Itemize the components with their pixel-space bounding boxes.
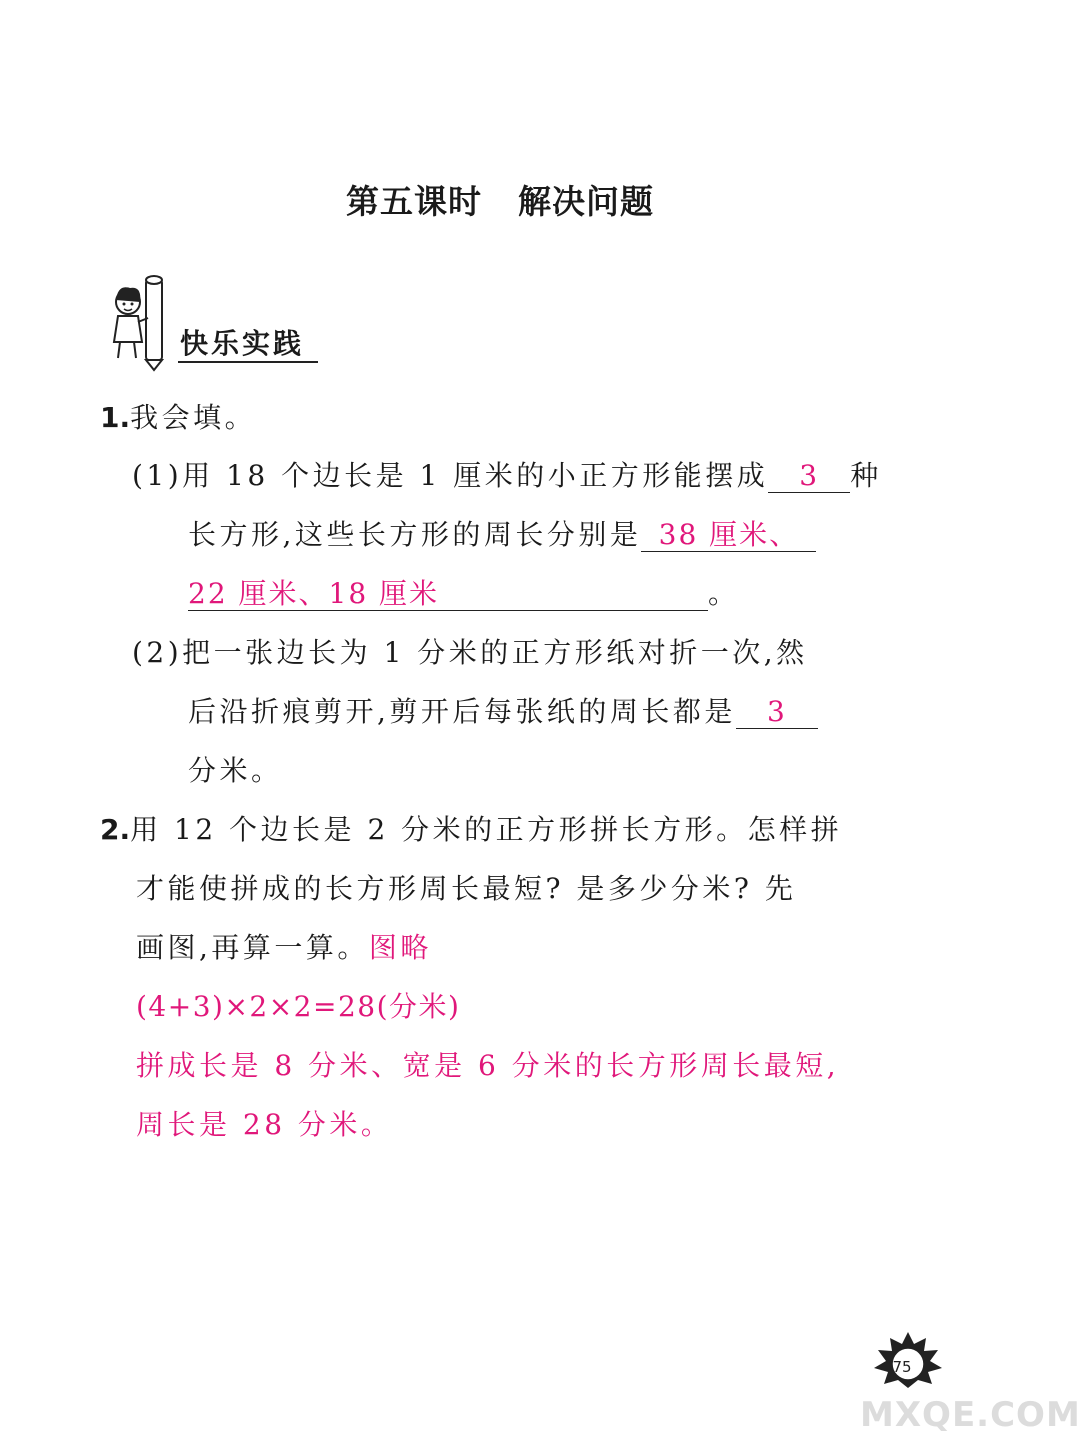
watermark: MXQE.COM	[860, 1395, 1081, 1435]
q1-sub2-line3: 分米。	[188, 754, 283, 787]
q2-line1	[100, 813, 843, 846]
q1-heading	[100, 401, 257, 434]
q1-sub1-answer2b: 22 厘米、18 厘米	[188, 580, 708, 611]
q2-answer-note: 图略	[368, 931, 432, 964]
title-part-topic: 解决问题	[518, 182, 654, 221]
page-title	[0, 176, 1000, 223]
title-part-lesson: 第五课时	[346, 182, 482, 221]
q1-sub1-line1	[132, 459, 882, 493]
section-underline	[178, 361, 318, 363]
q1-sub1-answer2a: 38 厘米、	[641, 521, 816, 552]
q1-text: 我会填。	[130, 401, 257, 434]
q1-sub2-line1: (2)把一张边长为 1 分米的正方形纸对折一次,然	[132, 636, 808, 669]
q1-sub1-answer1: 3	[768, 462, 850, 493]
q1-number: 1.	[100, 401, 131, 434]
q1-sub1-line2	[188, 518, 816, 552]
q1-sub2-line2	[188, 695, 818, 729]
q1-sub2-text2: 后沿折痕剪开,剪开后每张纸的周长都是	[188, 695, 736, 728]
q2-number: 2.	[100, 813, 131, 846]
q2-line3	[136, 931, 432, 964]
q2-answer-line1: 拼成长是 8 分米、宽是 6 分米的长方形周长最短,	[136, 1049, 840, 1082]
q1-sub1-text1: (1)用 18 个边长是 1 厘米的小正方形能摆成	[132, 459, 769, 492]
q1-sub1-text2: 长方形,这些长方形的周长分别是	[188, 518, 642, 551]
q1-sub2-answer: 3	[736, 698, 818, 729]
q1-sub1-text3-suffix: 。	[708, 577, 740, 610]
q2-line2: 才能使拼成的长方形周长最短? 是多少分米? 先	[136, 872, 797, 905]
q2-answer-formula: (4+3)×2×2=28(分米)	[136, 990, 461, 1023]
section-label: 快乐实践	[180, 327, 305, 360]
q2-answer-line2: 周长是 28 分米。	[136, 1108, 393, 1141]
q1-sub1-line3	[188, 577, 740, 611]
q2-text1: 用 12 个边长是 2 分米的正方形拼长方形。怎样拼	[130, 813, 843, 846]
q2-text3: 画图,再算一算。	[136, 931, 369, 964]
q1-sub1-text1-suffix: 种	[850, 459, 882, 492]
page-number: 75	[892, 1358, 912, 1376]
